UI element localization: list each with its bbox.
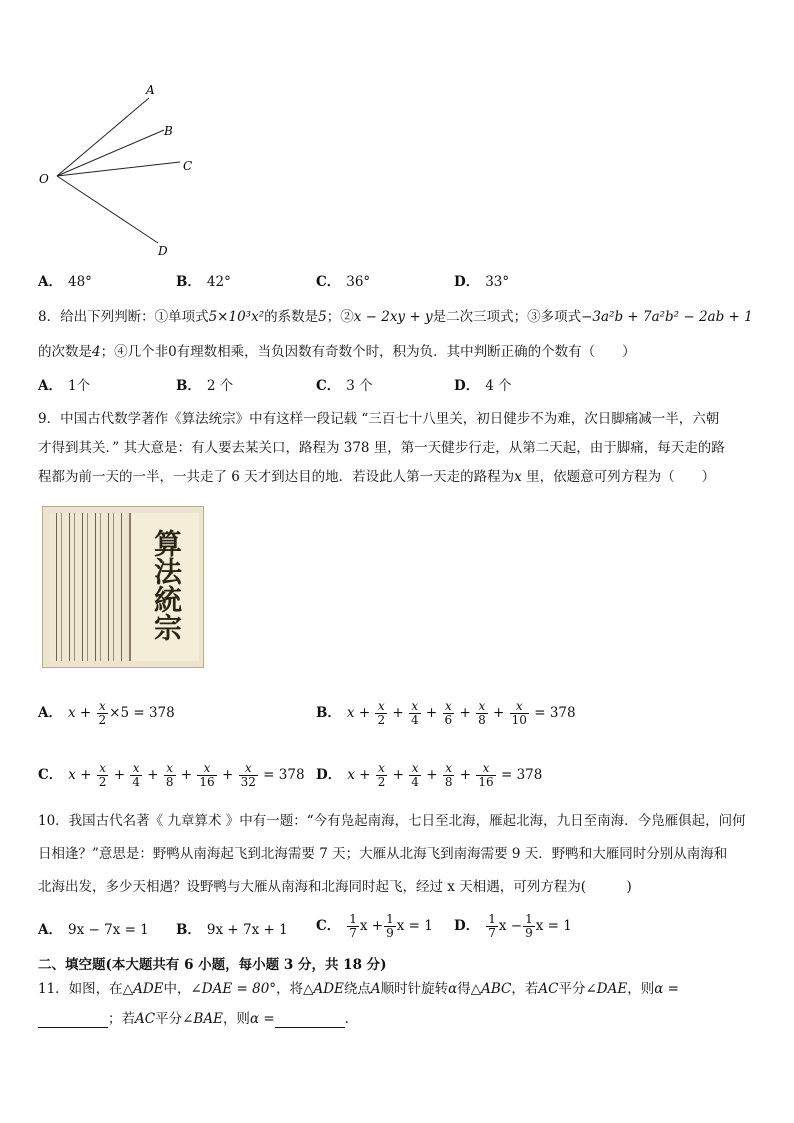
q8-line2: 的次数是4；④几个非0有理数相乘，当负因数有奇数个时，积为负．其中判断正确的个数有（ ）	[38, 344, 636, 360]
q10-line1: 10．我国古代名著《 九章算术 》中有一题：“今有凫起南海，七日至北海，雁起北海，九日至南海．今凫雁俱起，问何	[38, 813, 746, 829]
q10-option-c[interactable]: C． $\frac{1}{7}$ x + $\frac{1}{9}$ x = 1	[316, 912, 433, 940]
fraction: $\frac{x}{4}$	[132, 761, 140, 789]
fraction: $\frac{x}{6}$	[444, 699, 453, 727]
fraction: $\frac{x}{32}$	[240, 761, 256, 789]
point-label-o: O	[39, 172, 49, 186]
fraction: $\frac{x}{2}$	[377, 761, 386, 789]
book-title: 算法統宗	[150, 529, 183, 641]
q9-option-d[interactable]: D． x + $\frac{x}{2}$ + $\frac{x}{4}$ + $\frac{x}{8}$ + $\frac{x}{16}$ = 378	[316, 761, 543, 789]
fraction: $\frac{x}{16}$	[478, 761, 494, 789]
q11-line2: ；若AC平分∠BAE，则α = .	[38, 1010, 349, 1028]
q7-option-b[interactable]: B． 42°	[176, 274, 231, 290]
fraction: $\frac{x}{8}$	[444, 761, 453, 789]
book-right-page	[129, 513, 199, 661]
q8-option-c[interactable]: C． 3 个	[316, 378, 373, 394]
point-label-a: A	[146, 83, 155, 97]
q8-option-d[interactable]: D． 4 个	[454, 378, 512, 394]
q7-option-a[interactable]: A． 48°	[38, 274, 92, 290]
q8-option-a[interactable]: A． 1个	[38, 378, 91, 394]
ray-oa	[57, 98, 149, 176]
q9-option-c[interactable]: C． x + $\frac{x}{2}$ + $\frac{x}{4}$ + $\frac{x}{8}$ + $\frac{x}{16}$ + $\frac{x}{32}$ = 378	[38, 761, 305, 789]
fraction: $\frac{x}{2}$	[377, 699, 386, 727]
q8-option-b[interactable]: B． 2 个	[176, 378, 234, 394]
ray-oc	[57, 162, 180, 176]
q7-option-c[interactable]: C． 36°	[316, 274, 371, 290]
q9-line1: 9．中国古代数学著作《算法统宗》中有这样一段记载 “三百七十八里关，初日健步不为难，次日脚痛减一半，六朝	[38, 411, 720, 427]
fraction: $\frac{x}{16}$	[199, 761, 215, 789]
fraction: $\frac{x}{2}$	[98, 699, 107, 727]
q11-line1: 11．如图，在△ADE中，∠DAE = 80°，将△ADE绕点A顺时针旋转α得△ABC，若AC平分∠DAE，则α =	[38, 981, 679, 997]
fraction: $\frac{x}{8}$	[478, 699, 486, 727]
fraction: $\frac{1}{9}$	[525, 912, 533, 940]
answer-blank-2[interactable]	[275, 1013, 345, 1028]
q9-line2: 才得到其关．” 其大意是：有人要去某关口，路程为 378 里，第一天健步行走，从第二天起，由于脚痛，每天走的路	[38, 440, 725, 456]
book-image	[42, 506, 204, 668]
q9-option-b[interactable]: B． x + $\frac{x}{2}$ + $\frac{x}{4}$ + $\frac{x}{6}$ + $\frac{x}{8}$ + $\frac{x}{10}$ = 378	[316, 699, 576, 727]
q10-option-d[interactable]: D． $\frac{1}{7}$ x − $\frac{1}{9}$ x = 1	[454, 912, 572, 940]
point-label-d: D	[158, 244, 168, 258]
q9-line3: 程都为前一天的一半，一共走了 6 天才到达目的地．若设此人第一天走的路程为x 里，依题意可列方程为（ ）	[38, 469, 716, 485]
ray-ob	[57, 130, 164, 176]
q10-line2: 日相逢？”意思是：野鸭从南海起飞到北海需要 7 天；大雁从北海飞到南海需要 9 天．野鸭和大雁同时分别从南海和	[38, 846, 728, 862]
ray-od	[57, 176, 158, 243]
fraction: $\frac{1}{9}$	[386, 912, 394, 940]
q8-expr3: x − 2xy + y	[353, 309, 433, 325]
q8-expr4: −3a²b + 7a²b² − 2ab + 1	[581, 309, 753, 325]
fraction: $\frac{x}{4}$	[411, 699, 419, 727]
q9-option-a[interactable]: A． x + $\frac{x}{2}$ ×5 = 378	[38, 699, 175, 727]
q8-expr1: 5×10³x²	[208, 309, 265, 325]
fraction: $\frac{1}{7}$	[349, 912, 357, 940]
q10-line3: 北海出发，多少天相遇？设野鸭与大雁从南海和北海同时起飞，经过 x 天相遇，可列方程为( )	[38, 879, 632, 895]
point-label-b: B	[164, 124, 173, 138]
q10-option-a[interactable]: A． 9x − 7x = 1	[38, 922, 149, 938]
fraction: $\frac{x}{4}$	[411, 761, 419, 789]
q10-option-b[interactable]: B． 9x + 7x + 1	[176, 922, 288, 938]
fraction: $\frac{x}{2}$	[98, 761, 107, 789]
q8-line1: 8．给出下列判断：①单项式5×10³x²的系数是5；②x − 2xy + y是二次三项式；③多项式−3a²b + 7a²b² − 2ab + 1	[38, 309, 753, 325]
section-heading-fill-in: 二、填空题(本大题共有 6 小题，每小题 3 分，共 18 分)	[38, 957, 387, 973]
fraction: $\frac{x}{10}$	[511, 699, 527, 727]
fraction: $\frac{x}{8}$	[165, 761, 174, 789]
point-label-c: C	[183, 159, 193, 173]
book-left-page	[49, 513, 123, 661]
q7-option-d[interactable]: D． 33°	[454, 274, 510, 290]
angle-figure	[30, 80, 210, 260]
fraction: $\frac{1}{7}$	[488, 912, 496, 940]
answer-blank-1[interactable]	[38, 1013, 108, 1028]
